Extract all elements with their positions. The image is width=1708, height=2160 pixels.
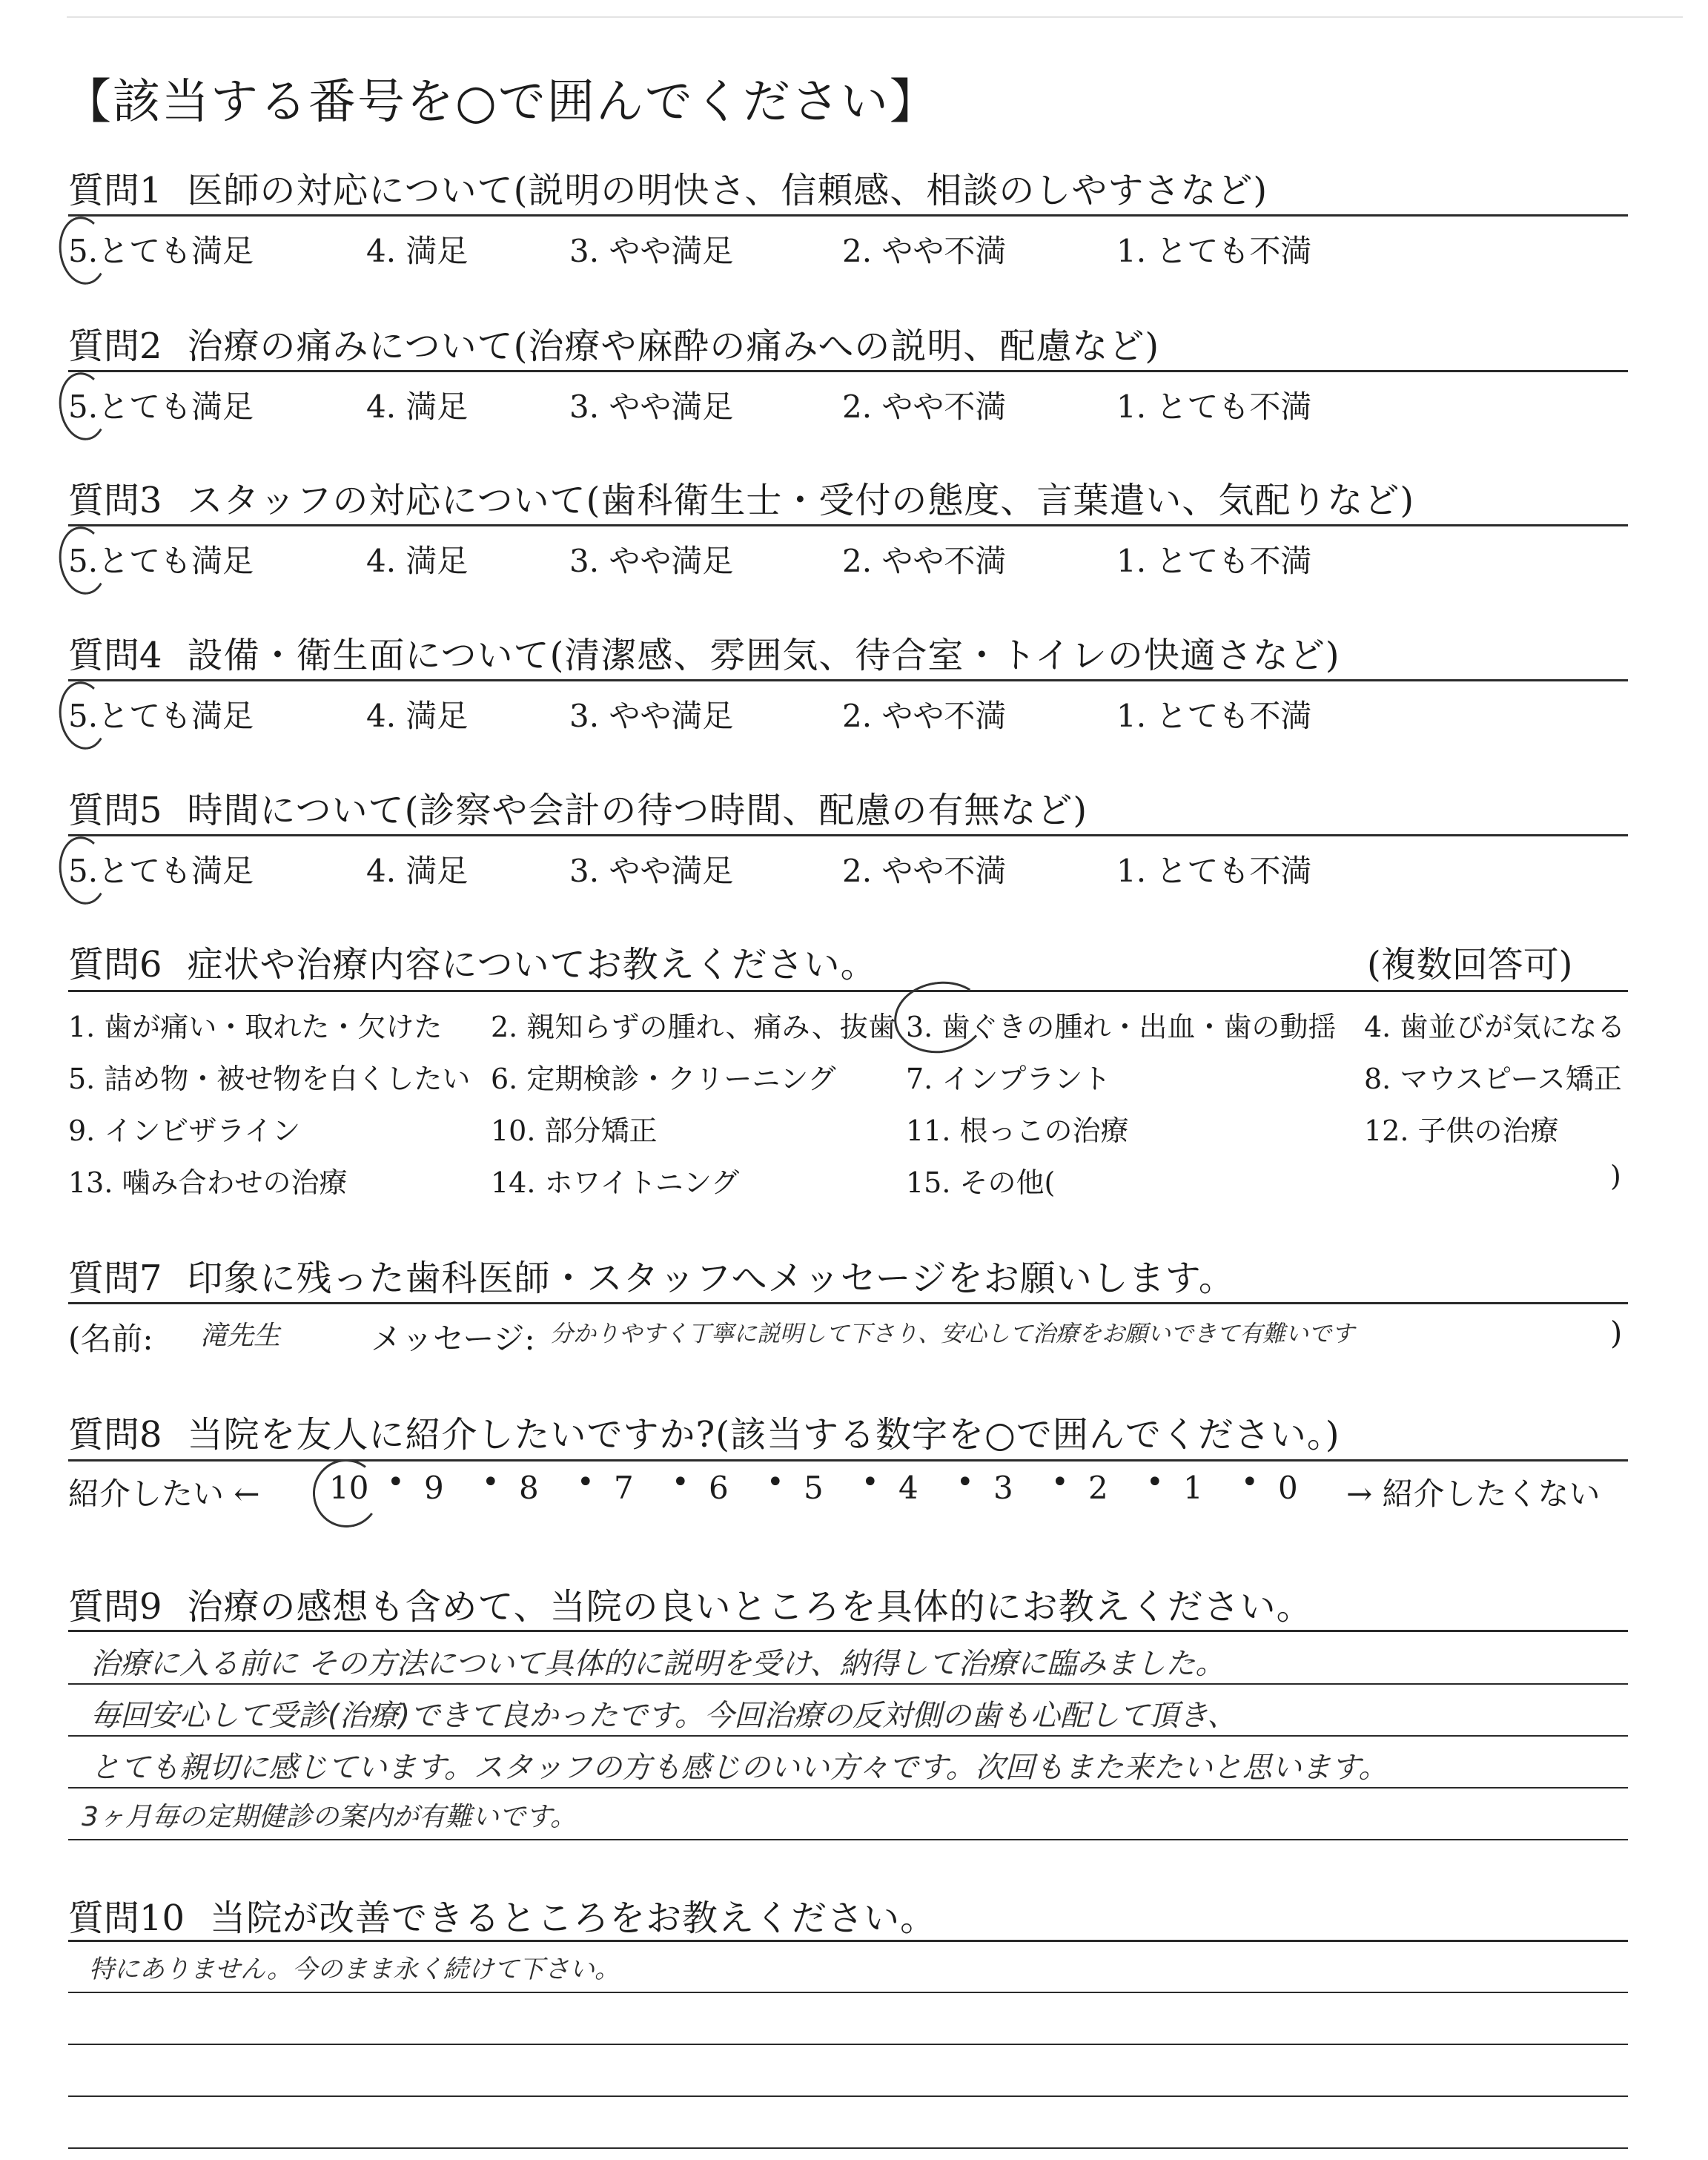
rank-7[interactable]: 7 [614, 1470, 634, 1506]
scale-dot: • [672, 1465, 689, 1499]
scale-dot: • [1051, 1465, 1069, 1499]
question-3 [68, 472, 1628, 583]
question-9 [68, 1578, 1628, 1845]
scale-dot: • [482, 1465, 500, 1499]
question-number: 質問10 [68, 1898, 185, 1939]
question-text: 医師の対応について(説明の明快さ、信頼感、相談のしやすさなど) [187, 170, 1268, 211]
question-4-title [68, 627, 1340, 678]
rating-option-5[interactable]: 5.とても満足 [68, 233, 254, 269]
symptom-option-15[interactable]: 15. その他( [906, 1166, 1056, 1199]
question-number: 質問4 [68, 635, 162, 676]
rank-6[interactable]: 6 [709, 1470, 729, 1506]
scale-right-label: → 紹介したくない [1346, 1476, 1601, 1512]
rank-4[interactable]: 4 [898, 1470, 918, 1506]
scale-left-label: 紹介したい ← [68, 1476, 260, 1512]
question-rule [68, 990, 1628, 992]
question-1-title [68, 162, 1268, 213]
question-rule [68, 679, 1628, 681]
symptom-option-11[interactable]: 11. 根っこの治療 [906, 1114, 1129, 1147]
rank-8[interactable]: 8 [519, 1470, 539, 1506]
name-label: (名前: [68, 1321, 153, 1357]
question-text: 症状や治療内容についてお教えください。 [187, 944, 877, 985]
scale-dot: • [577, 1465, 595, 1499]
answer-line [68, 2095, 1628, 2097]
handwritten-answer-line: 特にありません。今のまま永く続けて下さい。 [89, 1955, 620, 1984]
question-7 [68, 1249, 1628, 1357]
handwritten-answer-line: 3ヶ月毎の定期健診の案内が有難いです。 [82, 1802, 577, 1832]
answer-line [68, 1992, 1628, 1993]
question-rule [68, 370, 1628, 372]
question-number: 質問7 [68, 1258, 162, 1299]
question-text: 当院が改善できるところをお教えください。 [210, 1898, 937, 1939]
rating-option-1[interactable]: 1. とても不満 [1116, 698, 1312, 734]
multiple-answers-note: (複数回答可) [1367, 944, 1573, 985]
question-number: 質問9 [68, 1586, 162, 1628]
rating-option-3[interactable]: 3. やや満足 [569, 543, 734, 579]
question-6 [68, 936, 1628, 1218]
symptom-option-8[interactable]: 8. マウスピース矯正 [1364, 1063, 1622, 1095]
question-rule [68, 524, 1628, 526]
rating-option-3[interactable]: 3. やや満足 [569, 389, 734, 425]
rating-option-4[interactable]: 4. 満足 [366, 389, 469, 425]
answer-line [68, 2147, 1628, 2149]
question-rule [68, 834, 1628, 836]
rating-option-1[interactable]: 1. とても不満 [1116, 389, 1312, 425]
answer-line [68, 1735, 1628, 1737]
rating-option-5[interactable]: 5.とても満足 [68, 853, 254, 889]
rating-option-2[interactable]: 2. やや不満 [842, 853, 1007, 889]
question-text: スタッフの対応について(歯科衛生士・受付の態度、言葉遣い、気配りなど) [187, 480, 1415, 521]
question-10-title [68, 1889, 936, 1941]
rank-0[interactable]: 0 [1278, 1470, 1298, 1506]
rating-option-3[interactable]: 3. やや満足 [569, 853, 734, 889]
symptom-option-4[interactable]: 4. 歯並びが気になる [1364, 1011, 1626, 1043]
rating-option-3[interactable]: 3. やや満足 [569, 233, 734, 269]
question-number: 質問2 [68, 326, 162, 367]
question-6-title [68, 936, 877, 987]
answer-circle-mark [55, 214, 111, 288]
rating-option-1[interactable]: 1. とても不満 [1116, 233, 1312, 269]
question-5 [68, 782, 1628, 893]
symptom-option-13[interactable]: 13. 噛み合わせの治療 [68, 1166, 348, 1199]
rank-3[interactable]: 3 [993, 1470, 1013, 1506]
other-close-paren: ) [1610, 1160, 1621, 1192]
question-1 [68, 162, 1628, 273]
rank-2[interactable]: 2 [1088, 1470, 1108, 1506]
rank-10[interactable]: 10 [329, 1470, 369, 1506]
symptom-option-10[interactable]: 10. 部分矯正 [491, 1114, 658, 1147]
question-text: 治療の痛みについて(治療や麻酔の痛みへの説明、配慮など) [187, 326, 1160, 367]
rating-option-3[interactable]: 3. やや満足 [569, 698, 734, 734]
rating-option-4[interactable]: 4. 満足 [366, 853, 469, 889]
question-2 [68, 317, 1628, 429]
question-8 [68, 1406, 1628, 1517]
answer-circle-mark [55, 833, 111, 908]
symptom-option-2[interactable]: 2. 親知らずの腫れ、痛み、抜歯 [491, 1011, 896, 1043]
question-number: 質問5 [68, 790, 162, 831]
question-4 [68, 627, 1628, 738]
question-rule [68, 1630, 1628, 1632]
symptom-option-7[interactable]: 7. インプラント [906, 1063, 1111, 1095]
rating-option-4[interactable]: 4. 満足 [366, 543, 469, 579]
message-close-paren: ) [1610, 1315, 1623, 1351]
symptom-option-14[interactable]: 14. ホワイトニング [491, 1166, 740, 1199]
form-header: 【該当する番号を○で囲んでください】 [64, 75, 939, 130]
symptom-option-3[interactable]: 3. 歯ぐきの腫れ・出血・歯の動揺 [906, 1011, 1337, 1043]
question-number: 質問6 [68, 944, 162, 985]
question-number: 質問3 [68, 480, 162, 521]
question-3-title [68, 472, 1414, 523]
rating-option-2[interactable]: 2. やや不満 [842, 698, 1007, 734]
message-label: メッセージ: [371, 1321, 535, 1357]
answer-circle-mark [55, 369, 111, 443]
question-rule [68, 1302, 1628, 1304]
scale-dot: • [387, 1465, 405, 1499]
name-answer: 滝先生 [200, 1321, 281, 1351]
scan-top-edge [67, 16, 1683, 18]
question-text: 当院を友人に紹介したいですか?(該当する数字を○で囲んでください。) [187, 1414, 1340, 1456]
answer-line [68, 1683, 1628, 1685]
question-rule [68, 214, 1628, 217]
symptom-option-6[interactable]: 6. 定期検診・クリーニング [491, 1063, 836, 1095]
question-rule [68, 1940, 1628, 1942]
question-8-title [68, 1406, 1340, 1457]
answer-circle-mark [55, 678, 111, 753]
rating-option-2[interactable]: 2. やや不満 [842, 233, 1007, 269]
question-text: 設備・衛生面について(清潔感、雰囲気、待合室・トイレの快適さなど) [187, 635, 1340, 676]
question-text: 治療の感想も含めて、当院の良いところを具体的にお教えください。 [187, 1586, 1313, 1628]
rating-option-5[interactable]: 5.とても満足 [68, 389, 254, 425]
rank-9[interactable]: 9 [424, 1470, 444, 1506]
handwritten-answer-line: とても親切に感じています。スタッフの方も感じのいい方々です。次回もまた来たいと思います。 [90, 1751, 1388, 1785]
handwritten-answer-line: 治療に入る前に その方法について具体的に説明を受け、納得して治療に臨みました。 [90, 1647, 1225, 1681]
question-number: 質問8 [68, 1414, 162, 1456]
question-2-title [68, 317, 1159, 369]
rank-5[interactable]: 5 [804, 1470, 824, 1506]
answer-line [68, 1839, 1628, 1840]
answer-circle-mark [890, 976, 990, 1059]
symptom-option-9[interactable]: 9. インビザライン [68, 1114, 301, 1147]
question-5-title [68, 782, 1088, 833]
rating-option-1[interactable]: 1. とても不満 [1116, 543, 1312, 579]
rating-option-1[interactable]: 1. とても不満 [1116, 853, 1312, 889]
answer-line [68, 2044, 1628, 2045]
rating-option-4[interactable]: 4. 満足 [366, 698, 469, 734]
question-text: 時間について(診察や会計の待つ時間、配慮の有無など) [187, 790, 1088, 831]
rating-option-5[interactable]: 5.とても満足 [68, 698, 254, 734]
scale-dot: • [1241, 1465, 1259, 1499]
symptom-option-1[interactable]: 1. 歯が痛い・取れた・欠けた [68, 1011, 443, 1043]
question-text: 印象に残った歯科医師・スタッフへメッセージをお願いします。 [187, 1258, 1235, 1299]
message-answer: 分かりやすく丁寧に説明して下さり、安心して治療をお願いできて有難いです [550, 1321, 1354, 1347]
answer-circle-mark [55, 524, 111, 598]
question-10 [68, 1889, 1628, 2156]
scale-dot: • [861, 1465, 879, 1499]
scale-dot: • [767, 1465, 784, 1499]
question-9-title [68, 1578, 1313, 1629]
answer-line [68, 1787, 1628, 1789]
answer-circle-mark [308, 1455, 384, 1532]
rank-1[interactable]: 1 [1183, 1470, 1203, 1506]
symptom-option-12[interactable]: 12. 子供の治療 [1364, 1114, 1559, 1147]
rating-option-2[interactable]: 2. やや不満 [842, 543, 1007, 579]
rating-option-5[interactable]: 5.とても満足 [68, 543, 254, 579]
handwritten-answer-line: 毎回安心して受診(治療)できて良かったです。今回治療の反対側の歯も心配して頂き、 [90, 1699, 1237, 1733]
rating-option-4[interactable]: 4. 満足 [366, 233, 469, 269]
scale-dot: • [956, 1465, 974, 1499]
question-rule [68, 1459, 1628, 1462]
rating-option-2[interactable]: 2. やや不満 [842, 389, 1007, 425]
symptom-option-5[interactable]: 5. 詰め物・被せ物を白くしたい [68, 1063, 471, 1095]
scale-dot: • [1146, 1465, 1164, 1499]
question-number: 質問1 [68, 170, 162, 211]
question-7-title [68, 1249, 1235, 1301]
